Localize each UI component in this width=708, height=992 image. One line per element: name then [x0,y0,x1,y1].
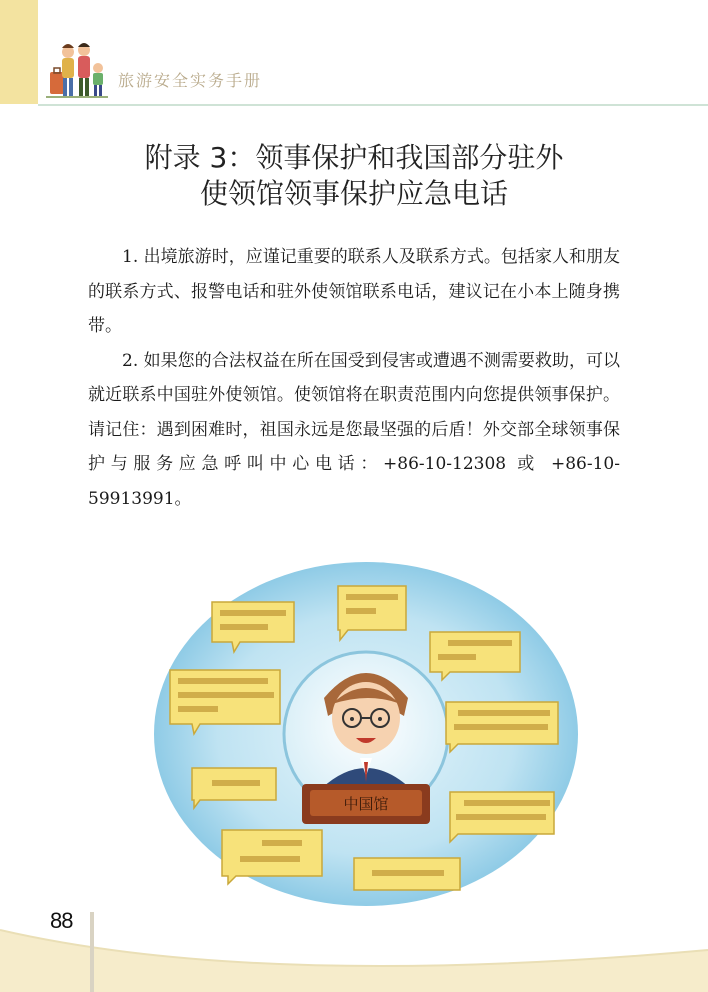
body-text [88,240,620,516]
page-number: 88 [50,908,73,933]
page-title-line-1: 附录 3：领事保护和我国部分驻外 [144,141,564,174]
header-color-tab [0,0,38,104]
podium [302,784,430,824]
paragraph-1: 1. 出境旅游时，应谨记重要的联系人及联系方式。包括家人和朋友的联系方式、报警电话和驻外使领馆联系电话，建议记在小本上随身携带。 [88,247,620,336]
book-title: 旅游安全实务手册 [118,71,263,90]
page-header [0,0,708,108]
page-title [0,140,708,212]
consular-protection-illustration [150,558,582,910]
footer-decoration [0,900,708,992]
family-travelers-icon [44,38,110,104]
header-divider [38,104,708,106]
footer-margin-bar [90,912,94,992]
page-title-line-2: 使领馆领事保护应急电话 [199,177,508,210]
paragraph-2: 2. 如果您的合法权益在所在国受到侵害或遭遇不测需要救助，可以就近联系中国驻外使领馆。使领馆将在职责范围内向您提供领事保护。请记住：遇到困难时，祖国永远是您最坚强的后盾！外交部全球领事保护与服务应急呼叫中心电话：+86-10-12308 或 +86-10-59913991。 [88,350,620,509]
podium-sign: 中国馆 [343,795,389,813]
